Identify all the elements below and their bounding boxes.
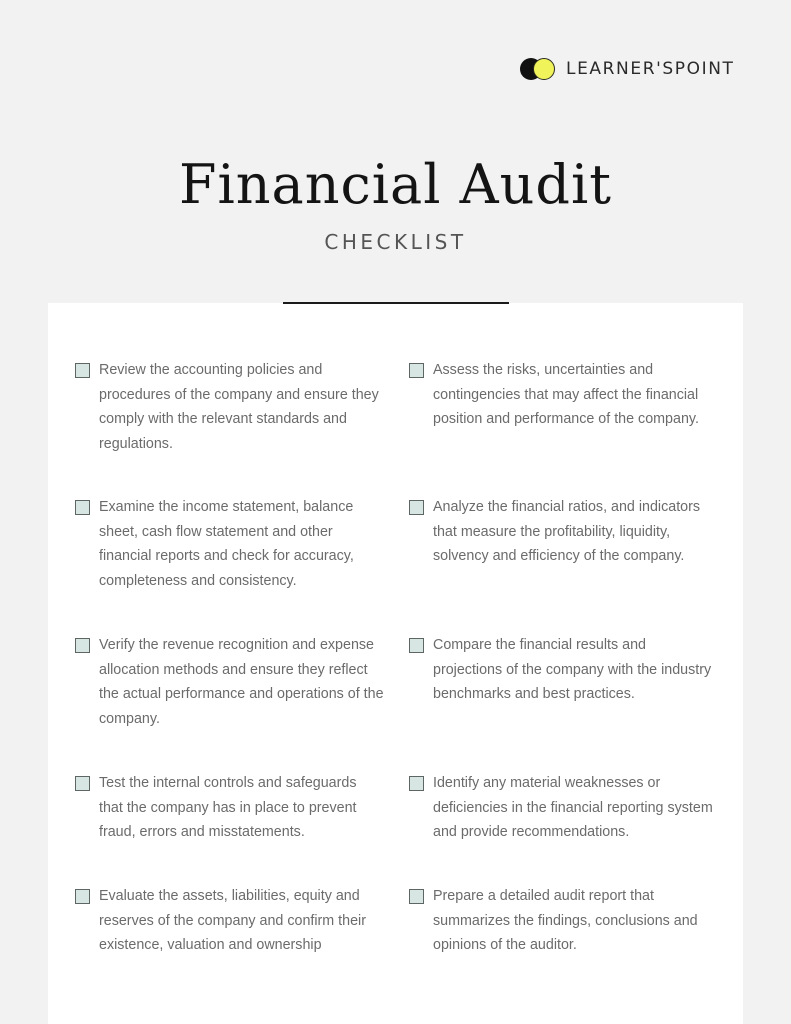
checklist-item[interactable] (75, 771, 384, 845)
checklist-item[interactable] (75, 884, 384, 958)
checklist-item[interactable] (409, 633, 718, 707)
checklist-item-text: Evaluate the assets, liabilities, equity and reserves of the company and confirm their existence, valuation and ownership (99, 888, 366, 954)
checklist-card (48, 303, 743, 1024)
checkbox[interactable] (75, 638, 90, 653)
checklist-item-text: Test the internal controls and safeguards that the company has in place to prevent fraud, errors and misstatements. (99, 775, 357, 841)
checkbox[interactable] (409, 363, 424, 378)
checkbox[interactable] (75, 889, 90, 904)
checklist-item-text: Assess the risks, uncertainties and contingencies that may affect the financial position and performance of the company. (433, 362, 699, 428)
checkbox[interactable] (409, 776, 424, 791)
checkbox[interactable] (75, 363, 90, 378)
checklist-item[interactable] (75, 495, 384, 594)
page-subtitle: CHECKLIST (324, 230, 467, 254)
checkbox[interactable] (409, 638, 424, 653)
checkbox[interactable] (75, 776, 90, 791)
checklist-item-text: Identify any material weaknesses or deficiencies in the financial reporting system and provide recommendations. (433, 775, 713, 841)
checkbox[interactable] (409, 500, 424, 515)
checklist-item-text: Review the accounting policies and procedures of the company and ensure they comply with the relevant standards and regulations. (99, 362, 379, 453)
checklist-item-text: Prepare a detailed audit report that summarizes the findings, conclusions and opinions of the auditor. (433, 888, 698, 954)
logo-yellow-circle (533, 58, 555, 80)
brand-name: LEARNER'SPOINT (566, 59, 735, 79)
checklist-item[interactable] (409, 771, 718, 845)
two-overlapping-circles-icon (520, 57, 556, 81)
title-divider (283, 302, 509, 304)
checklist-item-text: Verify the revenue recognition and expense allocation methods and ensure they reflect the actual performance and operations of the company. (99, 637, 384, 728)
checklist-item[interactable] (75, 633, 384, 732)
checklist-item-text: Examine the income statement, balance sheet, cash flow statement and other financial reports and check for accuracy, completeness and consistency. (99, 499, 354, 590)
checklist-item[interactable] (409, 358, 718, 432)
brand-logo (520, 57, 735, 81)
checklist-item[interactable] (409, 495, 718, 569)
checklist-item-text: Compare the financial results and projections of the company with the industry benchmarks and best practices. (433, 637, 712, 703)
checkbox[interactable] (75, 500, 90, 515)
checklist-item[interactable] (409, 884, 718, 958)
checklist-item[interactable] (75, 358, 384, 457)
page-title: Financial Audit (179, 153, 612, 216)
checkbox[interactable] (409, 889, 424, 904)
checklist-item-text: Analyze the financial ratios, and indicators that measure the profitability, liquidity, solvency and efficiency of the company. (433, 499, 701, 565)
